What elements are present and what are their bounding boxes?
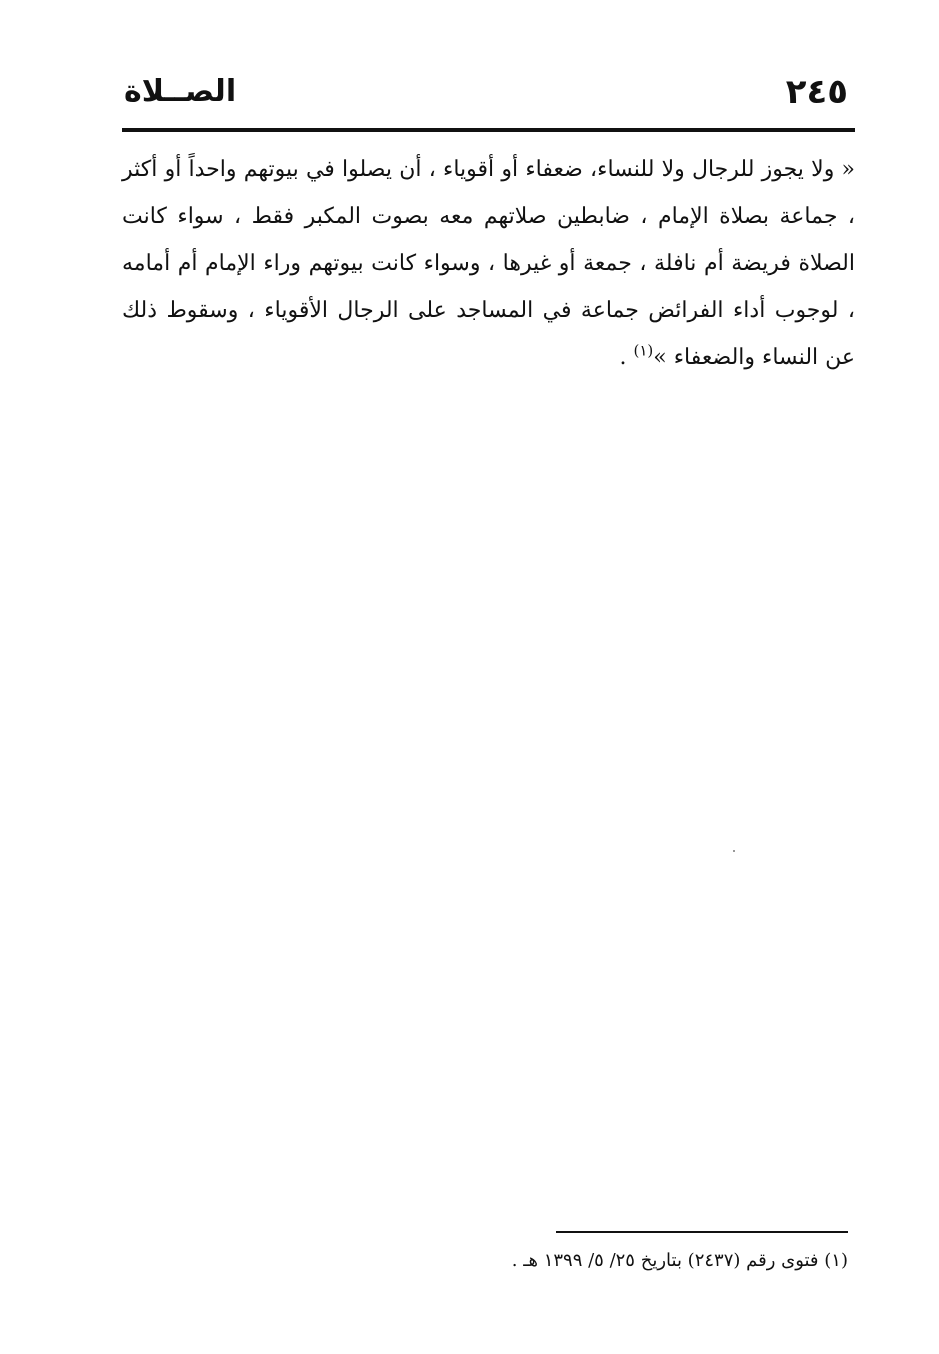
end-punctuation: . xyxy=(619,345,634,370)
scan-speck xyxy=(733,850,735,852)
body-paragraph xyxy=(122,146,855,381)
running-title: الصــلاة xyxy=(124,74,237,109)
paragraph-text: « ولا يجوز للرجال ولا للنساء، ضعفاء أو أقوياء ، أن يصلوا في بيوتهم واحداً أو أكثر ، جماعة بصلاة الإمام ، ضابطين صلاتهم معه بصوت المكبر فقط ، سواء كانت الصلاة فريضة أم نافلة ، جمعة أو غيرها ، وسواء كانت بيوتهم وراء الإمام أم أمامه ، لوجوب أداء الفرائض جماعة في المساجد على الرجال الأقوياء ، وسقوط ذلك عن النساء والضعفاء » xyxy=(122,157,855,370)
footnote: (١) فتوى رقم (٢٤٣٧) بتاريخ ٢٥/ ٥/ ١٣٩٩ هـ . xyxy=(511,1250,848,1271)
page-header xyxy=(122,68,854,116)
footnote-reference: (١) xyxy=(633,341,654,360)
page-number: ٢٤٥ xyxy=(785,72,848,112)
footnote-rule xyxy=(556,1231,848,1233)
header-rule xyxy=(122,128,855,132)
